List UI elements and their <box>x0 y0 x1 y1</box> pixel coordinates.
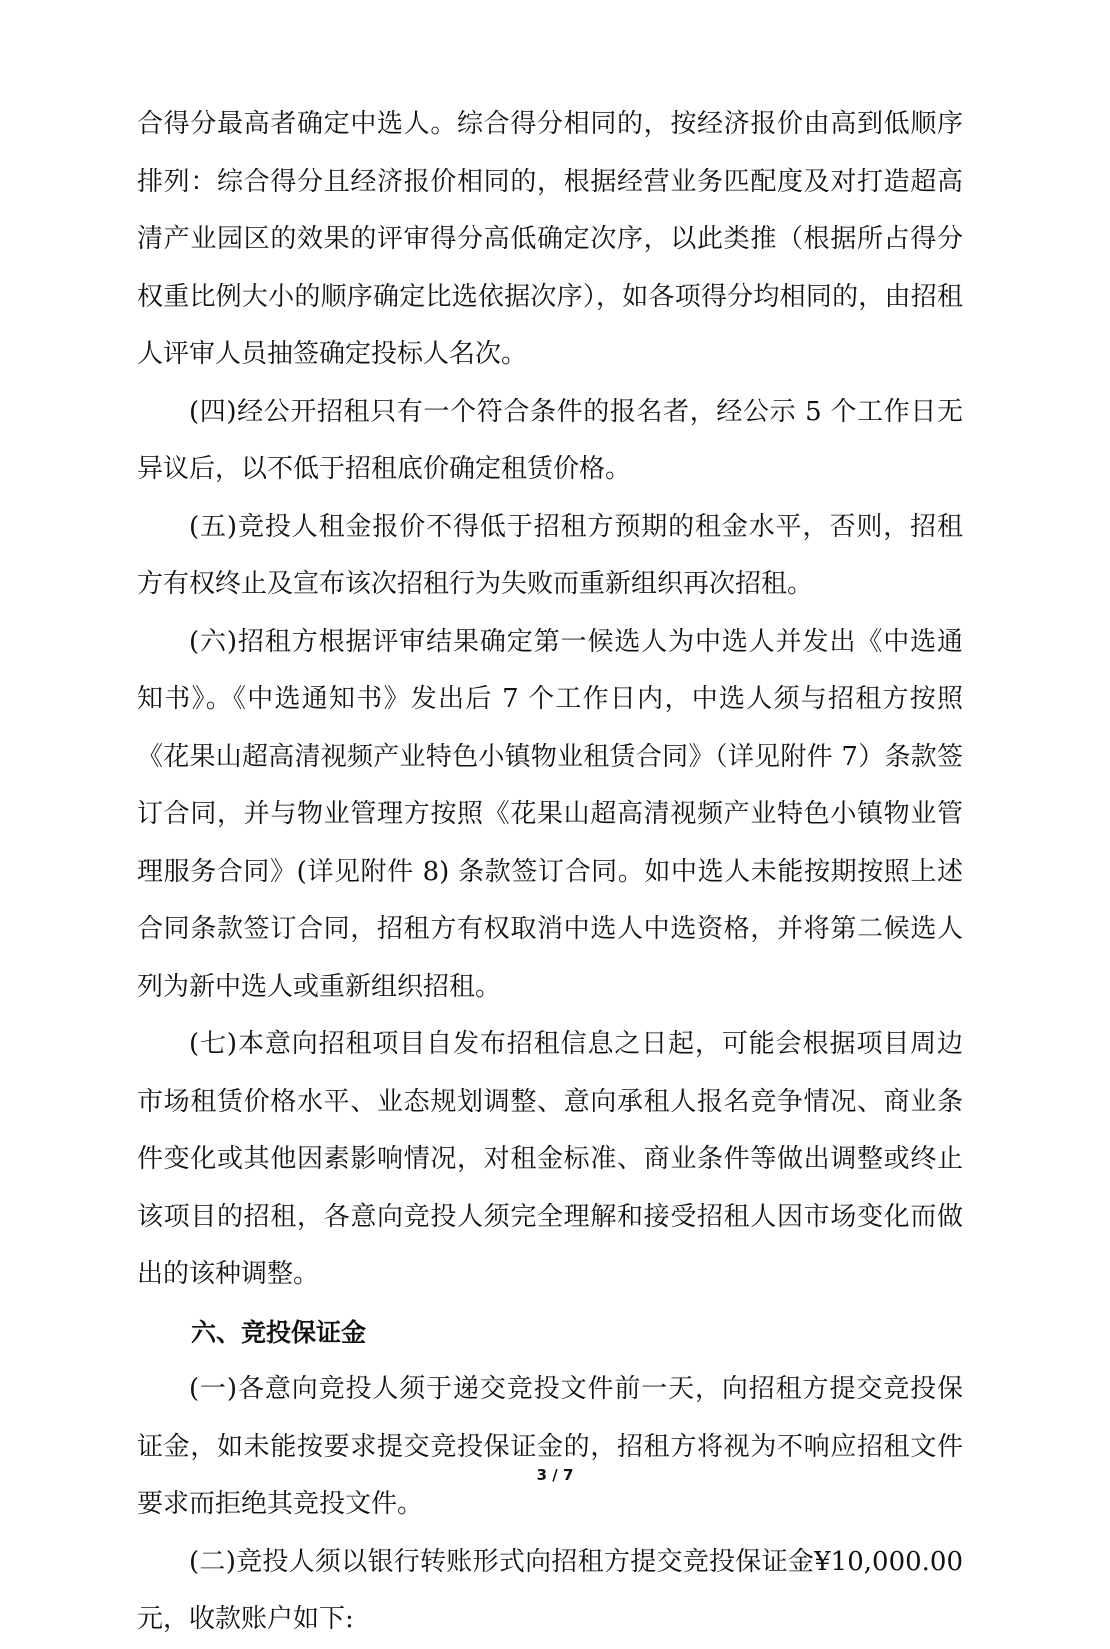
paragraph-item-7: (七)本意向招租项目自发布招租信息之日起，可能会根据项目周边市场租赁价格水平、业态规划调整、意向承租人报名竞争情况、商业条件变化或其他因素影响情况，对租金标准、商业条件等做出调整或终止该项目的招租，各意向竞投人须完全理解和接受招租人因市场变化而做出的该种调整。 <box>137 1029 963 1289</box>
paragraph-item-5: (五)竞投人租金报价不得低于招租方预期的租金水平，否则，招租方有权终止及宣布该次招租行为失败而重新组织再次招租。 <box>137 511 963 599</box>
page-content <box>137 96 963 1649</box>
section-paragraph-1: (一)各意向竞投人须于递交竞投文件前一天，向招租方提交竞投保证金，如未能按要求提交竞投保证金的，招租方将视为不响应招租文件要求而拒绝其竞投文件。 <box>137 1374 963 1519</box>
page-number: 3 / 7 <box>536 1466 574 1484</box>
section-heading: 六、竞投保证金 <box>191 1317 367 1347</box>
paragraph-item-6: (六)招租方根据评审结果确定第一候选人为中选人并发出《中选通知书》。《中选通知书》发出后 7 个工作日内，中选人须与招租方按照《花果山超高清视频产业特色小镇物业租赁合同》（详见附件 7）条款签订合同，并与物业管理方按照《花果山超高清视频产业特色小镇物业管理服务合同》(详见附件 8) 条款签订合同。如中选人未能按期按照上述合同条款签订合同，招租方有权取消中选人中选资格，并将第二候选人列为新中选人或重新组织招租。 <box>137 626 963 1002</box>
paragraph-continued: 合得分最高者确定中选人。综合得分相同的，按经济报价由高到低顺序排列：综合得分且经济报价相同的，根据经营业务匹配度及对打造超高清产业园区的效果的评审得分高低确定次序，以此类推（根据所占得分权重比例大小的顺序确定比选依据次序），如各项得分均相同的，由招租人评审人员抽签确定投标人名次。 <box>137 109 963 369</box>
section-paragraph-2: (二)竞投人须以银行转账形式向招租方提交竞投保证金¥10,000.00 元，收款账户如下: <box>137 1546 963 1634</box>
paragraph-item-4: (四)经公开招租只有一个符合条件的报名者，经公示 5 个工作日无异议后，以不低于招租底价确定租赁价格。 <box>137 396 963 484</box>
